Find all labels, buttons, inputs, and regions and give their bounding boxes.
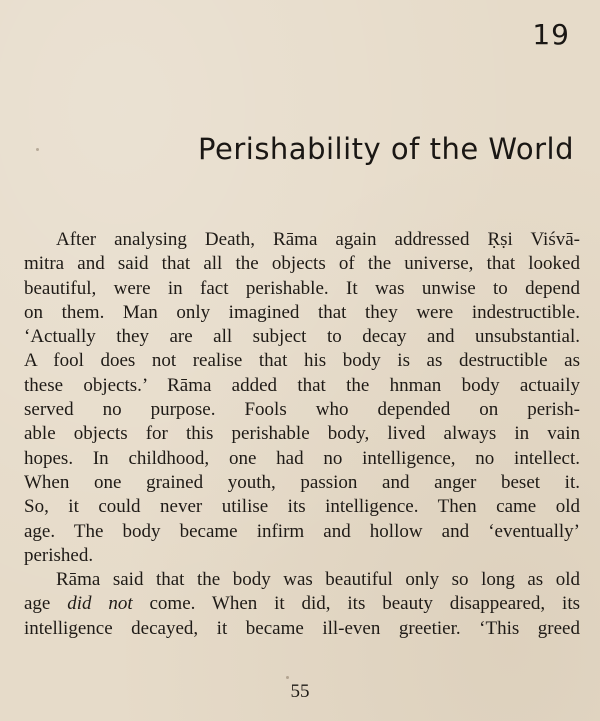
show-through-text	[60, 0, 580, 120]
chapter-number: 19	[532, 18, 570, 51]
text-line: So, it could never utilise its intelligence. Then came old	[24, 496, 580, 518]
text-line: able objects for this perishable body, lived always in vain	[24, 423, 580, 445]
paragraph-2	[24, 568, 580, 641]
text-line: hopes. In childhood, one had no intelligence, no intellect.	[24, 447, 580, 469]
text-line: these objects.’ Rāma added that the hnman body actuaily	[24, 374, 580, 396]
text-line: After analysing Death, Rāma again addressed Ṛṣi Viśvā-	[56, 229, 580, 250]
page-number: 55	[290, 681, 310, 702]
body-text	[24, 228, 580, 641]
paragraph-1	[24, 228, 580, 568]
text-line: intelligence decayed, it became ill-even greetier. ‘This greed	[24, 617, 580, 639]
text-line: perished.	[24, 544, 94, 566]
text-line: mitra and said that all the objects of the universe, that looked	[24, 253, 580, 275]
text-line: Rāma said that the body was beautiful only so long as old	[56, 569, 580, 591]
paper-speck	[286, 676, 289, 679]
text-line: served no purpose. Fools who depended on perish-	[24, 399, 580, 421]
text-line: age. The body became infirm and hollow and ‘eventually’	[24, 520, 580, 542]
text-line: beautiful, were in fact perishable. It was unwise to depend	[24, 277, 580, 299]
paper-speck	[36, 148, 39, 151]
text-line: age did not come. When it did, its beauty disappeared, its	[24, 593, 580, 615]
text-line: ‘Actually they are all subject to decay and unsubstantial.	[24, 326, 580, 348]
text-line: A fool does not realise that his body is as destructible as	[24, 350, 580, 372]
chapter-title: Perishability of the World	[198, 132, 574, 166]
text-line: When one grained youth, passion and anger beset it.	[24, 471, 580, 493]
text-line: on them. Man only imagined that they were indestructible.	[24, 301, 580, 323]
